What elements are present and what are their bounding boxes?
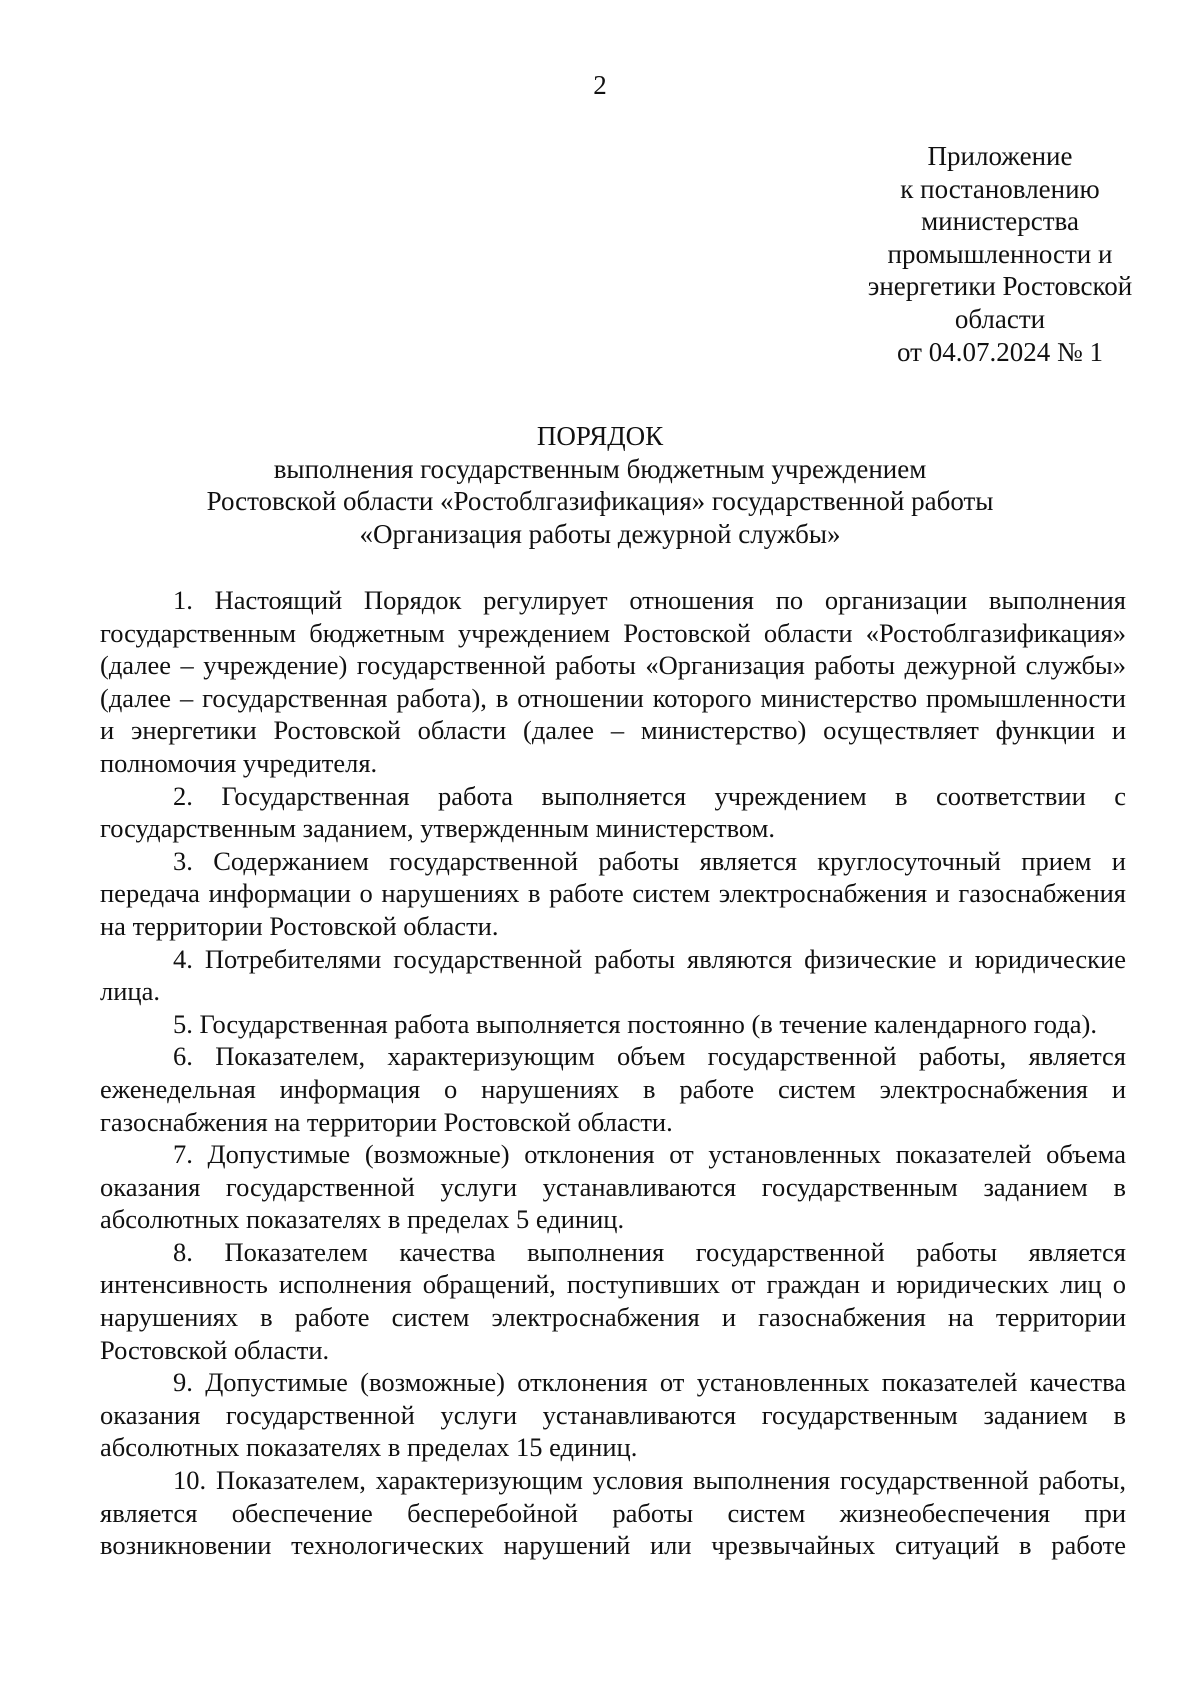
document-heading: ПОРЯДОК (536, 421, 664, 451)
document-subtitle-line: выполнения государственным бюджетным учреждением (273, 453, 927, 484)
paragraph-2: 2. Государственная работа выполняется учреждением в соответствии с государственным заданием, утвержденным министерством. (100, 780, 1126, 844)
paragraph-10: 10. Показателем, характеризующим условия выполнения государственной работы, является обеспечение бесперебойной работы систем жизнеобеспечения при возникновении технологических нарушений или чрезвычайных ситуаций в работе (100, 1465, 1126, 1561)
paragraph-5: 5. Государственная работа выполняется постоянно (в течение календарного года). (173, 1008, 1097, 1039)
paragraph-3: 3. Содержанием государственной работы является круглосуточный прием и передача информации о нарушениях в работе систем электроснабжения и газоснабжения на территории Ростовской области. (100, 845, 1126, 941)
appendix-line: промышленности и (887, 238, 1113, 269)
appendix-line: области (954, 303, 1046, 334)
appendix-date-line: от 04.07.2024 № 1 (897, 336, 1103, 367)
appendix-line: министерства (921, 206, 1079, 237)
document-body (100, 584, 1126, 1562)
document-title-block (100, 420, 1100, 550)
paragraph-9: 9. Допустимые (возможные) отклонения от установленных показателей качества оказания государственной услуги устанавливаются государственным заданием в абсолютных показателях в пределах 15 единиц. (100, 1367, 1126, 1463)
paragraph-8: 8. Показателем качества выполнения государственной работы является интенсивность исполнения обращений, поступивших от граждан и юридических лиц о нарушениях в работе систем электроснабжения и газоснабжения на территории Ростовской области. (100, 1236, 1126, 1365)
page-number: 2 (593, 70, 607, 100)
paragraph-7: 7. Допустимые (возможные) отклонения от установленных показателей объема оказания государственной услуги устанавливаются государственным заданием в абсолютных показателях в пределах 5 единиц. (100, 1139, 1126, 1235)
paragraph-1: 1. Настоящий Порядок регулирует отношения по организации выполнения государственным бюджетным учреждением Ростовской области «Ростоблгазификация» (далее – учреждение) государственной работы «Организация работы дежурной службы» (далее – государственная работа), в отношении которого министерство промышленности и энергетики Ростовской области (далее – министерство) осуществляет функции и полномочия учредителя. (100, 585, 1126, 778)
document-subtitle-line: Ростовской области «Ростоблгазификация» государственной работы (206, 486, 994, 517)
paragraph-4: 4. Потребителями государственной работы являются физические и юридические лица. (100, 943, 1126, 1007)
paragraph-6: 6. Показателем, характеризующим объем государственной работы, является еженедельная информация о нарушениях в работе систем электроснабжения и газоснабжения на территории Ростовской области. (100, 1041, 1126, 1137)
appendix-line: Приложение (927, 141, 1073, 171)
appendix-line: к постановлению (900, 173, 1100, 204)
appendix-line: энергетики Ростовской (867, 271, 1133, 302)
document-subtitle-line: «Организация работы дежурной службы» (359, 518, 841, 549)
appendix-block (800, 140, 1200, 368)
